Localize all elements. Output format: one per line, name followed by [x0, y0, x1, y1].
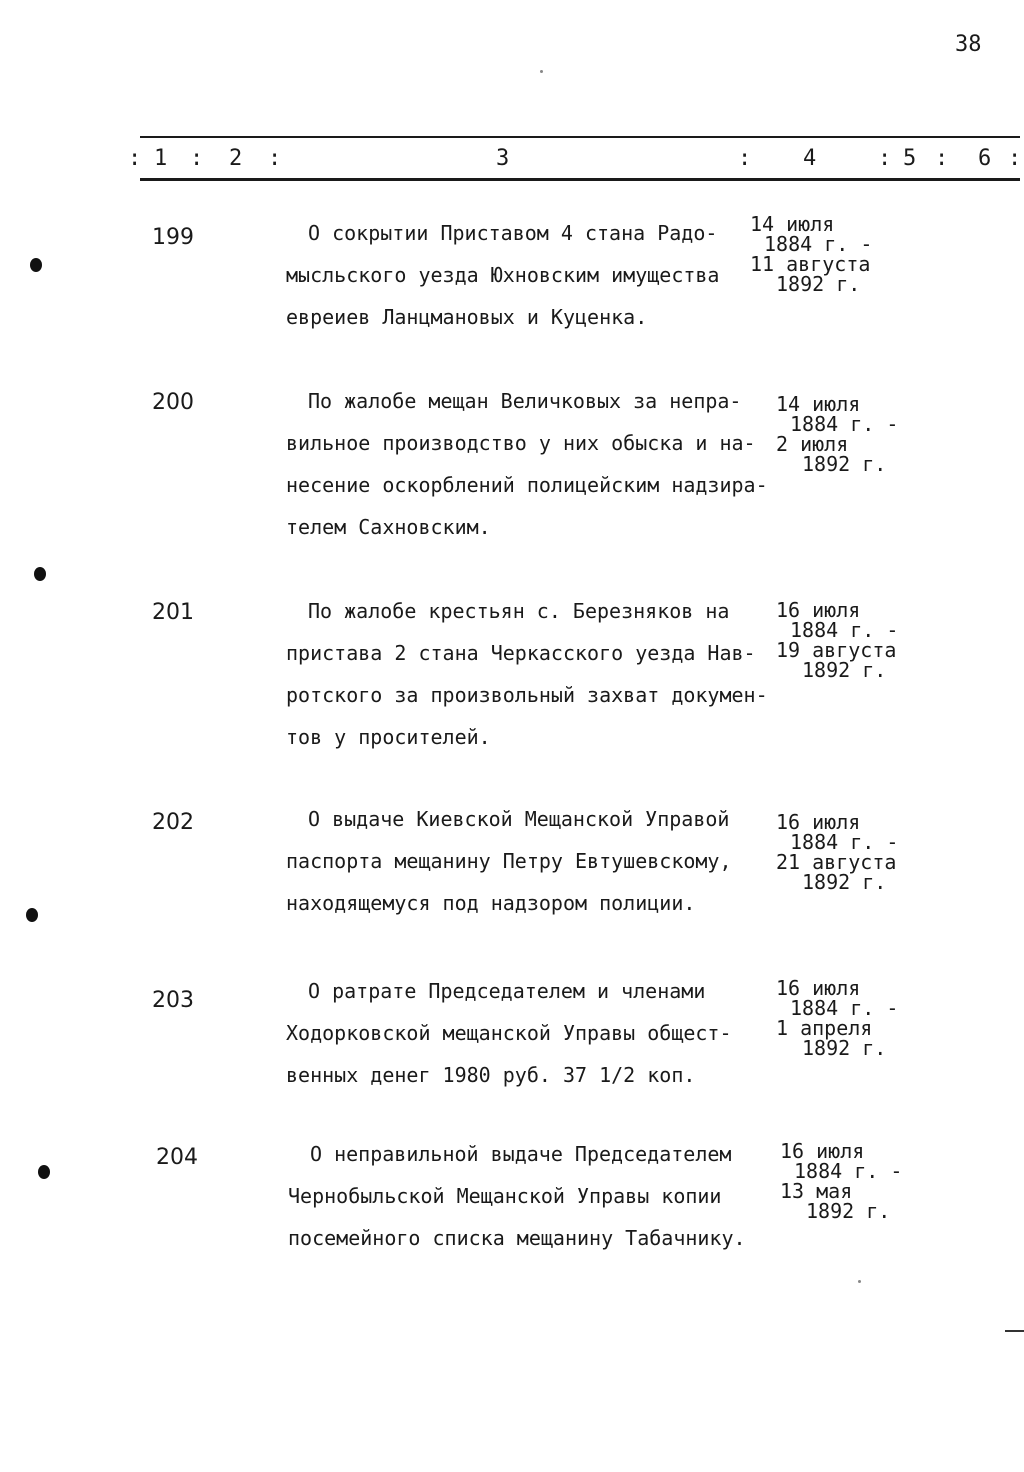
- start-day: 16 июля: [776, 976, 861, 1000]
- end-day: 2 июля: [776, 432, 849, 456]
- end-day: 21 августа: [776, 850, 897, 874]
- header-separator: :: [268, 146, 282, 171]
- entry-number: 200: [152, 390, 194, 415]
- header-separator: :: [878, 146, 892, 171]
- start-day: 16 июля: [780, 1139, 865, 1163]
- column-header-4: 4: [803, 146, 817, 171]
- description-line: посемейного списка мещанину Табачнику.: [288, 1226, 746, 1250]
- entry-description: [286, 798, 776, 924]
- scan-speck: [858, 1280, 861, 1283]
- end-year: 1892 г.: [802, 658, 887, 682]
- description-line: О ратрате Председателем и членами: [308, 979, 706, 1003]
- entry-dates: [776, 600, 898, 680]
- description-line: вильное производство у них обыска и на-: [286, 431, 756, 455]
- column-header-6: 6: [978, 146, 992, 171]
- description-line: паспорта мещанину Петру Евтушевскому,: [286, 849, 732, 873]
- end-year: 1892 г.: [802, 1036, 887, 1060]
- header-separator: :: [128, 146, 142, 171]
- header-rule-top: [140, 136, 1020, 138]
- description-line: По жалобе мещан Величковых за непра-: [308, 389, 742, 413]
- end-year: 1892 г.: [776, 272, 861, 296]
- description-line: венных денег 1980 руб. 37 1/2 коп.: [286, 1063, 696, 1087]
- entry-dates: [776, 812, 898, 892]
- start-day: 14 июля: [750, 212, 835, 236]
- entry-dates: [750, 214, 872, 294]
- description-line: пристава 2 стана Черкасского уезда Нав-: [286, 641, 756, 665]
- end-day: 1 апреля: [776, 1016, 873, 1040]
- description-line: О выдаче Киевской Мещанской Управой: [308, 807, 730, 831]
- description-line: телем Сахновским.: [286, 515, 491, 539]
- start-day: 16 июля: [776, 598, 861, 622]
- start-year: 1884 г. -: [790, 830, 899, 854]
- description-line: Ходорковской мещанской Управы общест-: [286, 1021, 732, 1045]
- punch-hole-mark: [38, 1165, 50, 1179]
- start-day: 14 июля: [776, 392, 861, 416]
- entry-number: 203: [152, 988, 194, 1013]
- page-number: 38: [955, 32, 982, 57]
- description-line: ротского за произвольный захват докумен-: [286, 683, 768, 707]
- entry-description: [288, 1133, 778, 1259]
- punch-hole-mark: [30, 258, 42, 272]
- start-year: 1884 г. -: [794, 1159, 903, 1183]
- start-day: 16 июля: [776, 810, 861, 834]
- entry-description: [286, 590, 776, 758]
- header-separator: :: [738, 146, 752, 171]
- end-day: 19 августа: [776, 638, 897, 662]
- description-line: О сокрытии Приставом 4 стана Радо-: [308, 221, 718, 245]
- end-year: 1892 г.: [802, 870, 887, 894]
- header-separator: :: [935, 146, 949, 171]
- column-header-1: 1: [154, 146, 168, 171]
- description-line: евреиев Ланцмановых и Куценка.: [286, 305, 648, 329]
- entry-number: 201: [152, 600, 194, 625]
- entry-number: 204: [156, 1145, 198, 1170]
- start-year: 1884 г. -: [764, 232, 873, 256]
- scan-speck: [1005, 1330, 1024, 1332]
- header-separator: :: [190, 146, 204, 171]
- description-line: находящемуся под надзором полиции.: [286, 891, 696, 915]
- entry-number: 199: [152, 225, 194, 250]
- start-year: 1884 г. -: [790, 996, 899, 1020]
- end-year: 1892 г.: [806, 1199, 891, 1223]
- entry-number: 202: [152, 810, 194, 835]
- description-line: тов у просителей.: [286, 725, 491, 749]
- header-rule-bottom: [140, 178, 1020, 181]
- description-line: По жалобе крестьян с. Березняков на: [308, 599, 730, 623]
- scan-speck: [540, 70, 543, 73]
- punch-hole-mark: [26, 908, 38, 922]
- start-year: 1884 г. -: [790, 618, 899, 642]
- end-day: 13 мая: [780, 1179, 853, 1203]
- column-header-3: 3: [496, 146, 510, 171]
- description-line: Чернобыльской Мещанской Управы копии: [288, 1184, 722, 1208]
- column-header-2: 2: [229, 146, 243, 171]
- entry-description: [286, 212, 776, 338]
- end-day: 11 августа: [750, 252, 871, 276]
- entry-dates: [780, 1141, 902, 1221]
- description-line: мысльского уезда Юхновским имущества: [286, 263, 720, 287]
- entry-description: [286, 380, 776, 548]
- description-line: О неправильной выдаче Председателем: [310, 1142, 732, 1166]
- punch-hole-mark: [34, 567, 46, 581]
- header-separator: :: [1008, 146, 1022, 171]
- start-year: 1884 г. -: [790, 412, 899, 436]
- entry-description: [286, 970, 776, 1096]
- column-header-5: 5: [903, 146, 917, 171]
- description-line: несение оскорблений полицейским надзира-: [286, 473, 768, 497]
- entry-dates: [776, 978, 898, 1058]
- entry-dates: [776, 394, 898, 474]
- end-year: 1892 г.: [802, 452, 887, 476]
